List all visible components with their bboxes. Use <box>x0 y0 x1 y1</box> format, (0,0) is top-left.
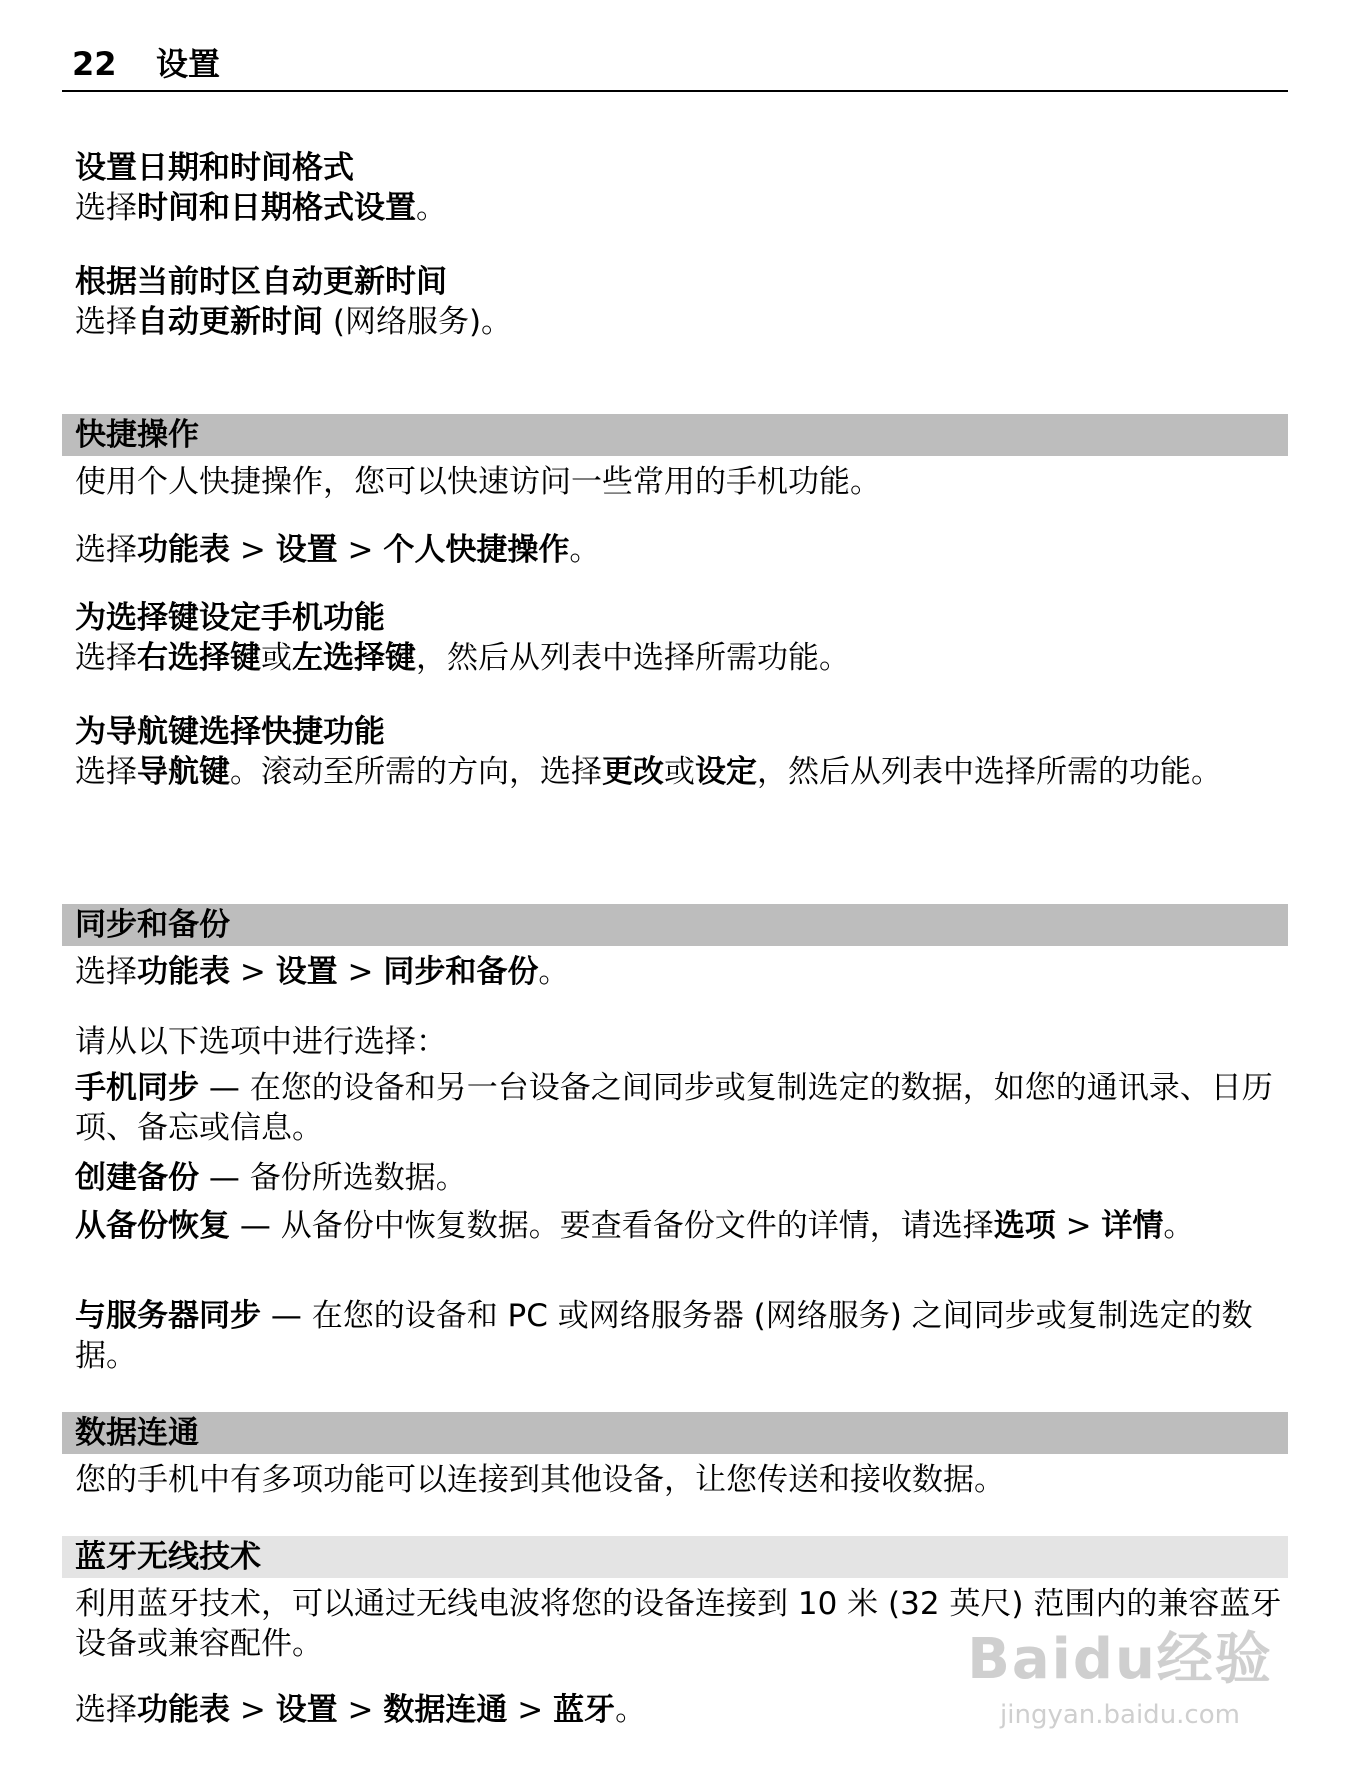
watermark-logo: Baidu经验 <box>967 1627 1273 1692</box>
date-format-section <box>75 148 1290 228</box>
auto-time-line: 选择自动更新时间 (网络服务)。 <box>75 304 513 340</box>
sync-option-list-item: 与服务器同步 — 在您的设备和 PC 或网络服务器 (网络服务) 之间同步或复制选定的数据。 <box>75 1298 1253 1374</box>
page-header <box>62 40 1288 92</box>
navigation-key-section <box>75 712 1290 792</box>
connectivity-section-bar: 数据连通 <box>62 1412 1288 1454</box>
sync-option-list-item: 从备份恢复 — 从备份中恢复数据。要查看备份文件的详情，请选择选项 > 详情。 <box>75 1208 1195 1244</box>
shortcuts-menu-path: 选择功能表 > 设置 > 个人快捷操作。 <box>75 532 601 568</box>
selection-keys-section <box>75 598 1290 678</box>
sync-option-term: 创建备份 <box>75 1160 199 1196</box>
sync-options-intro: 请从以下选项中进行选择： <box>75 1024 447 1060</box>
bluetooth-menu-path: 选择功能表 > 设置 > 数据连通 > 蓝牙。 <box>75 1692 647 1728</box>
auto-time-title: 根据当前时区自动更新时间 <box>75 264 447 300</box>
bluetooth-intro: 利用蓝牙技术，可以通过无线电波将您的设备连接到 10 米 (32 英尺) 范围内的兼容蓝牙设备或兼容配件。 <box>75 1586 1282 1662</box>
sync-option-list-item: 创建备份 — 备份所选数据。 <box>75 1160 467 1196</box>
auto-time-section <box>75 262 1290 342</box>
selection-keys-line: 选择右选择键或左选择键，然后从列表中选择所需功能。 <box>75 640 850 676</box>
navigation-key-line: 选择导航键。滚动至所需的方向，选择更改或设定，然后从列表中选择所需的功能。 <box>75 754 1222 790</box>
watermark-url: jingyan.baidu.com <box>1000 1700 1240 1730</box>
connectivity-intro: 您的手机中有多项功能可以连接到其他设备，让您传送和接收数据。 <box>75 1462 1005 1498</box>
chapter-title: 设置 <box>156 45 221 83</box>
sync-option-term: 手机同步 <box>75 1070 199 1106</box>
navigation-key-title: 为导航键选择快捷功能 <box>75 714 385 750</box>
sync-option-list-item: 手机同步 — 在您的设备和另一台设备之间同步或复制选定的数据，如您的通讯录、日历项、备忘或信息。 <box>75 1070 1273 1146</box>
selection-keys-title: 为选择键设定手机功能 <box>75 600 385 636</box>
baidu-watermark <box>960 1625 1280 1765</box>
shortcuts-section-bar: 快捷操作 <box>62 414 1288 456</box>
sync-option-term: 从备份恢复 <box>75 1208 230 1244</box>
date-format-title: 设置日期和时间格式 <box>75 150 354 186</box>
sync-section-bar: 同步和备份 <box>62 904 1288 946</box>
date-format-line: 选择时间和日期格式设置。 <box>75 190 447 226</box>
sync-menu-path: 选择功能表 > 设置 > 同步和备份。 <box>75 954 570 990</box>
sync-option-term: 与服务器同步 <box>75 1298 261 1334</box>
auto-time-menu-item: 自动更新时间 <box>137 304 323 340</box>
date-format-menu-item: 时间和日期格式设置 <box>137 190 416 226</box>
shortcuts-intro: 使用个人快捷操作，您可以快速访问一些常用的手机功能。 <box>75 464 881 500</box>
bluetooth-section-bar: 蓝牙无线技术 <box>62 1536 1288 1578</box>
page-number: 22 <box>72 45 117 83</box>
